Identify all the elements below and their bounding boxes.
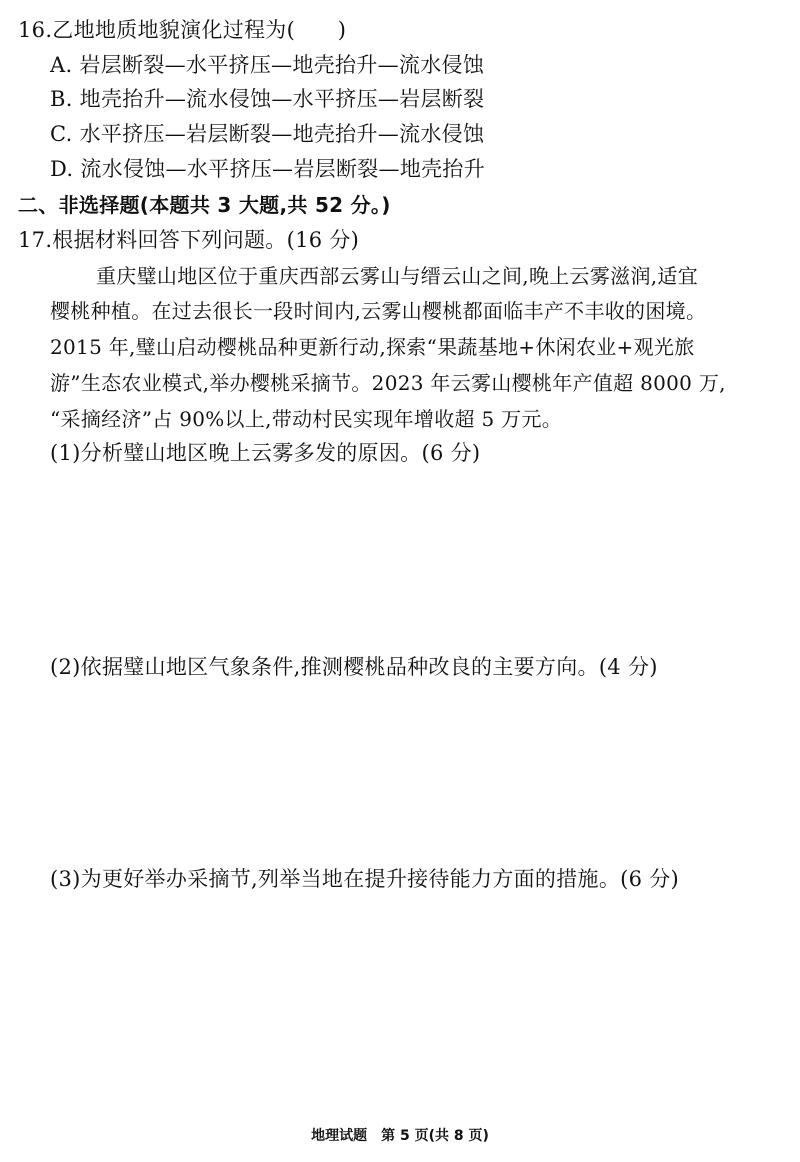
q16-option-d: D. 流水侵蚀—水平挤压—岩层断裂—地壳抬升 bbox=[50, 157, 486, 181]
q16-option-c: C. 水平挤压—岩层断裂—地壳抬升—流水侵蚀 bbox=[50, 122, 485, 146]
q17-material-line-3: 2015 年,璧山启动樱桃品种更新行动,探索“果蔬基地+休闲农业+观光旅 bbox=[50, 335, 695, 359]
q17-material-line-4: 游”生态农业模式,举办樱桃采摘节。2023 年云雾山樱桃年产值超 8000 万, bbox=[50, 371, 726, 395]
section2-heading: 二、非选择题(本题共 3 大题,共 52 分。) bbox=[18, 193, 391, 217]
q16-option-b: B. 地壳抬升—流水侵蚀—水平挤压—岩层断裂 bbox=[50, 87, 485, 111]
q16-option-a: A. 岩层断裂—水平挤压—地壳抬升—流水侵蚀 bbox=[50, 53, 485, 77]
q17-material-line-5: “采摘经济”占 90%以上,带动村民实现年增收超 5 万元。 bbox=[50, 407, 563, 431]
q16-stem: 16.乙地地质地貌演化过程为( ) bbox=[18, 18, 347, 42]
q17-sub-question-1: (1)分析璧山地区晚上云雾多发的原因。(6 分) bbox=[50, 441, 481, 465]
q17-sub-question-3: (3)为更好举办采摘节,列举当地在提升接待能力方面的措施。(6 分) bbox=[50, 867, 680, 891]
q17-material-line-2: 樱桃种植。在过去很长一段时间内,云雾山樱桃都面临丰产不丰收的困境。 bbox=[50, 299, 707, 323]
q17-material-line-1: 重庆璧山地区位于重庆西部云雾山与缙云山之间,晚上云雾滋润,适宜 bbox=[96, 264, 699, 288]
q17-sub-question-2: (2)依据璧山地区气象条件,推测樱桃品种改良的主要方向。(4 分) bbox=[50, 655, 658, 679]
answer-space-3 bbox=[50, 898, 770, 1118]
q17-stem: 17.根据材料回答下列问题。(16 分) bbox=[18, 228, 360, 252]
answer-space-2 bbox=[50, 686, 770, 862]
page-footer: 地理试题 第 5 页(共 8 页) bbox=[311, 1128, 489, 1144]
answer-space-1 bbox=[50, 472, 770, 652]
